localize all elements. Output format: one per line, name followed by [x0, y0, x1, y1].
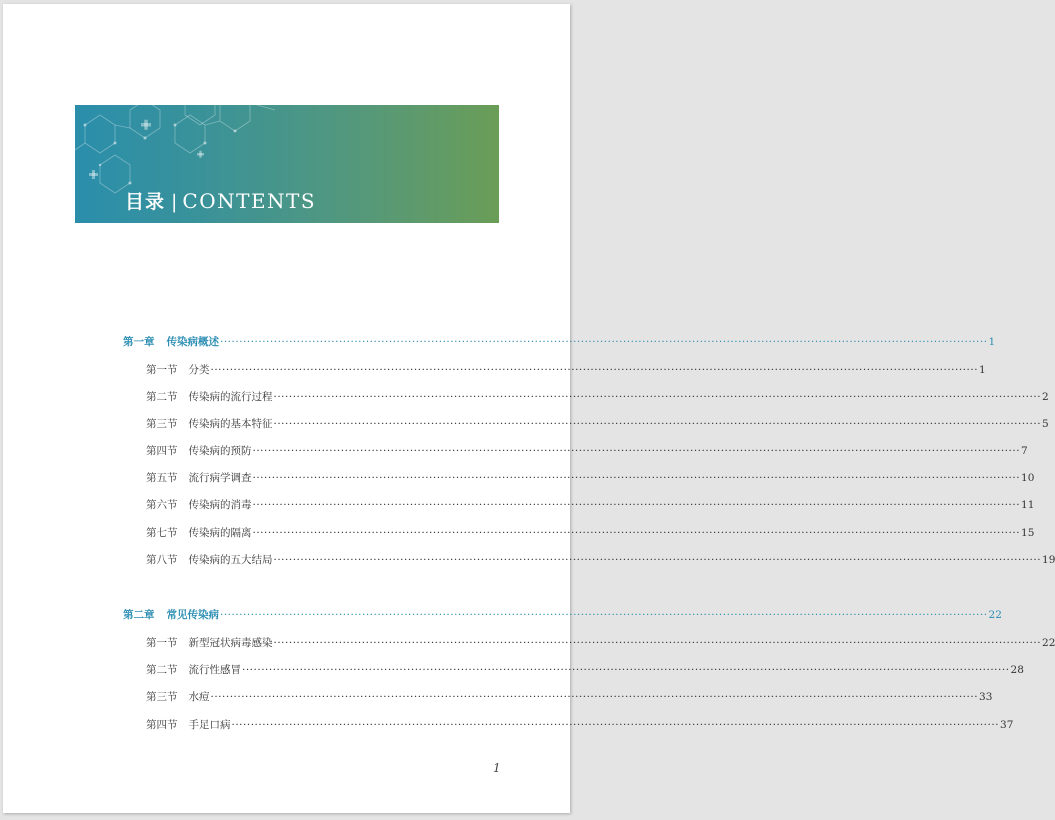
contents-heading-english: CONTENTS — [182, 189, 317, 213]
section-title: 传染病的隔离 — [188, 527, 252, 539]
section-page: 5 — [1042, 418, 1049, 430]
section-page: 1 — [979, 364, 986, 376]
toc-section[interactable] — [146, 635, 1055, 650]
section-title: 水痘 — [188, 691, 210, 703]
toc-chapter-1[interactable] — [123, 334, 996, 349]
chapter-page: 22 — [988, 609, 1002, 621]
contents-heading — [125, 187, 316, 215]
leader-dots: ········································································································································································································ — [231, 719, 1000, 731]
leader-dots: ········································································································································································································ — [273, 418, 1042, 430]
toc-section[interactable] — [146, 416, 1049, 431]
contents-banner — [75, 105, 499, 223]
leader-dots: ········································································································································································································ — [252, 472, 1021, 484]
section-title: 传染病的预防 — [188, 445, 252, 457]
section-page: 10 — [1021, 472, 1035, 484]
toc-section[interactable] — [146, 689, 993, 704]
chapter-title: 传染病概述 — [166, 336, 219, 348]
toc-section[interactable] — [146, 470, 1035, 485]
section-title: 新型冠状病毒感染 — [188, 637, 273, 649]
toc-section[interactable] — [146, 362, 986, 377]
section-page: 15 — [1021, 527, 1035, 539]
section-page: 2 — [1042, 391, 1049, 403]
toc-section[interactable] — [146, 662, 1024, 677]
section-title: 手足口病 — [188, 719, 231, 731]
leader-dots: ········································································································································································································ — [273, 391, 1042, 403]
section-number: 第四节 — [146, 445, 178, 457]
leader-dots: ········································································································································································································ — [242, 664, 1010, 676]
leader-dots: ········································································································································································································ — [252, 445, 1021, 457]
leader-dots: ········································································································································································································ — [252, 527, 1021, 539]
section-title: 传染病的五大结局 — [188, 554, 273, 566]
chapter-page: 1 — [988, 336, 996, 348]
page-number: 1 — [493, 761, 501, 775]
section-title: 分类 — [188, 364, 210, 376]
section-number: 第五节 — [146, 472, 178, 484]
leader-dots: ········································································································································································································ — [273, 554, 1042, 566]
section-title: 传染病的流行过程 — [188, 391, 273, 403]
section-number: 第二节 — [146, 391, 178, 403]
chapter-number: 第一章 — [123, 336, 155, 348]
section-page: 7 — [1021, 445, 1028, 457]
section-page: 33 — [979, 691, 993, 703]
leader-dots: ········································································································································································································ — [273, 637, 1042, 649]
section-page: 11 — [1021, 499, 1035, 511]
leader-dots: ········································································································································································································ — [210, 691, 979, 703]
section-title: 流行性感冒 — [188, 664, 241, 676]
section-page: 19 — [1042, 554, 1055, 566]
section-page: 37 — [1000, 719, 1014, 731]
toc-section[interactable] — [146, 389, 1049, 404]
section-number: 第六节 — [146, 499, 178, 511]
toc-section[interactable] — [146, 443, 1028, 458]
section-title: 传染病的消毒 — [188, 499, 252, 511]
chapter-number: 第二章 — [123, 609, 155, 621]
section-page: 22 — [1042, 637, 1055, 649]
toc-chapter-2[interactable] — [123, 607, 1002, 622]
section-number: 第二节 — [146, 664, 178, 676]
section-number: 第三节 — [146, 418, 178, 430]
section-number: 第八节 — [146, 554, 178, 566]
leader-dots: ········································································································································································································ — [220, 336, 988, 348]
document-page — [3, 4, 1055, 813]
toc-section[interactable] — [146, 497, 1035, 512]
chapter-title: 常见传染病 — [166, 609, 219, 621]
section-title: 传染病的基本特征 — [188, 418, 273, 430]
toc-section[interactable] — [146, 525, 1035, 540]
section-number: 第一节 — [146, 364, 178, 376]
section-page: 28 — [1010, 664, 1024, 676]
section-number: 第一节 — [146, 637, 178, 649]
toc-section[interactable] — [146, 717, 1014, 732]
leader-dots: ········································································································································································································ — [252, 499, 1021, 511]
section-number: 第四节 — [146, 719, 178, 731]
section-number: 第七节 — [146, 527, 178, 539]
contents-heading-separator: | — [171, 191, 178, 213]
section-title: 流行病学调查 — [188, 472, 252, 484]
section-number: 第三节 — [146, 691, 178, 703]
leader-dots: ········································································································································································································ — [220, 609, 988, 621]
contents-heading-chinese: 目录 — [125, 191, 166, 213]
toc-section[interactable] — [146, 552, 1055, 567]
leader-dots: ········································································································································································································ — [210, 364, 979, 376]
